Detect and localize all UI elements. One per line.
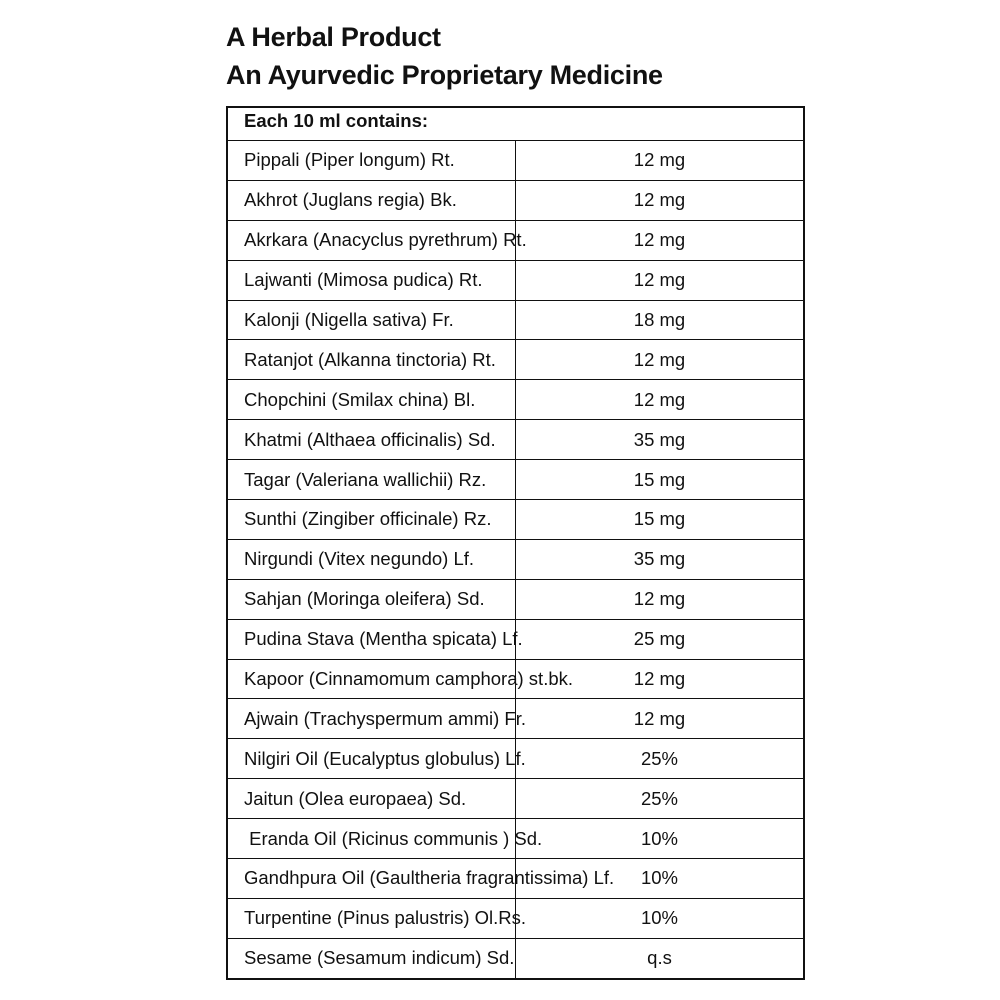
table-row [227,500,804,540]
ingredient-quantity: 12 mg [516,220,805,260]
page-heading [226,18,663,94]
ingredient-quantity: 12 mg [516,579,805,619]
table-row [227,180,804,220]
ingredient-quantity: 12 mg [516,141,805,181]
ingredient-name: Tagar (Valeriana wallichii) Rz. [227,460,516,500]
ingredient-quantity: 10% [516,819,805,859]
ingredient-name: Ajwain (Trachyspermum ammi) Fr. [227,699,516,739]
ingredient-name: Nilgiri Oil (Eucalyptus globulus) Lf. [227,739,516,779]
ingredient-quantity: 25% [516,779,805,819]
ingredient-quantity: 35 mg [516,420,805,460]
ingredient-quantity: 12 mg [516,340,805,380]
ingredient-name: Lajwanti (Mimosa pudica) Rt. [227,260,516,300]
ingredient-quantity: 18 mg [516,300,805,340]
composition-header: Each 10 ml contains: [227,107,804,141]
ingredient-quantity: 25 mg [516,619,805,659]
table-row [227,779,804,819]
ingredient-name: Akhrot (Juglans regia) Bk. [227,180,516,220]
medicine-class-title: An Ayurvedic Proprietary Medicine [226,60,663,90]
table-row [227,938,804,978]
ingredient-quantity: 10% [516,898,805,938]
table-row [227,420,804,460]
ingredient-quantity: 12 mg [516,180,805,220]
table-row [227,739,804,779]
ingredient-name: Eranda Oil (Ricinus communis ) Sd. [227,819,516,859]
table-row [227,220,804,260]
ingredient-quantity: q.s [516,938,805,978]
table-row [227,619,804,659]
ingredient-name: Sesame (Sesamum indicum) Sd. [227,938,516,978]
ingredient-name: Jaitun (Olea europaea) Sd. [227,779,516,819]
table-row [227,579,804,619]
ingredient-name: Chopchini (Smilax china) Bl. [227,380,516,420]
ingredient-quantity: 10% [516,859,805,899]
ingredient-quantity: 12 mg [516,260,805,300]
ingredient-name: Sunthi (Zingiber officinale) Rz. [227,500,516,540]
ingredient-name: Gandhpura Oil (Gaultheria fragrantissima) Lf. [227,859,516,899]
table-header-row [227,107,804,141]
table-row [227,141,804,181]
ingredient-quantity: 25% [516,739,805,779]
ingredient-quantity: 35 mg [516,539,805,579]
table-row [227,819,804,859]
table-row [227,539,804,579]
ingredient-name: Khatmi (Althaea officinalis) Sd. [227,420,516,460]
ingredient-quantity: 15 mg [516,460,805,500]
ingredient-name: Nirgundi (Vitex negundo) Lf. [227,539,516,579]
table-row [227,260,804,300]
table-row [227,898,804,938]
ingredient-name: Akrkara (Anacyclus pyrethrum) Rt. [227,220,516,260]
ingredient-quantity: 12 mg [516,380,805,420]
table-row [227,699,804,739]
ingredient-name: Turpentine (Pinus palustris) Ol.Rs. [227,898,516,938]
ingredient-name: Pippali (Piper longum) Rt. [227,141,516,181]
ingredient-name: Pudina Stava (Mentha spicata) Lf. [227,619,516,659]
ingredient-name: Kalonji (Nigella sativa) Fr. [227,300,516,340]
ingredient-name: Ratanjot (Alkanna tinctoria) Rt. [227,340,516,380]
table-row [227,340,804,380]
ingredient-name: Kapoor (Cinnamomum camphora) st.bk. [227,659,516,699]
table-row [227,460,804,500]
table-row [227,859,804,899]
ingredient-quantity: 12 mg [516,699,805,739]
ingredients-table-body [227,107,804,979]
ingredients-table [226,106,805,980]
table-row [227,380,804,420]
ingredient-quantity: 12 mg [516,659,805,699]
ingredient-quantity: 15 mg [516,500,805,540]
table-row [227,659,804,699]
product-type-title: A Herbal Product [226,22,441,52]
ingredient-name: Sahjan (Moringa oleifera) Sd. [227,579,516,619]
table-row [227,300,804,340]
